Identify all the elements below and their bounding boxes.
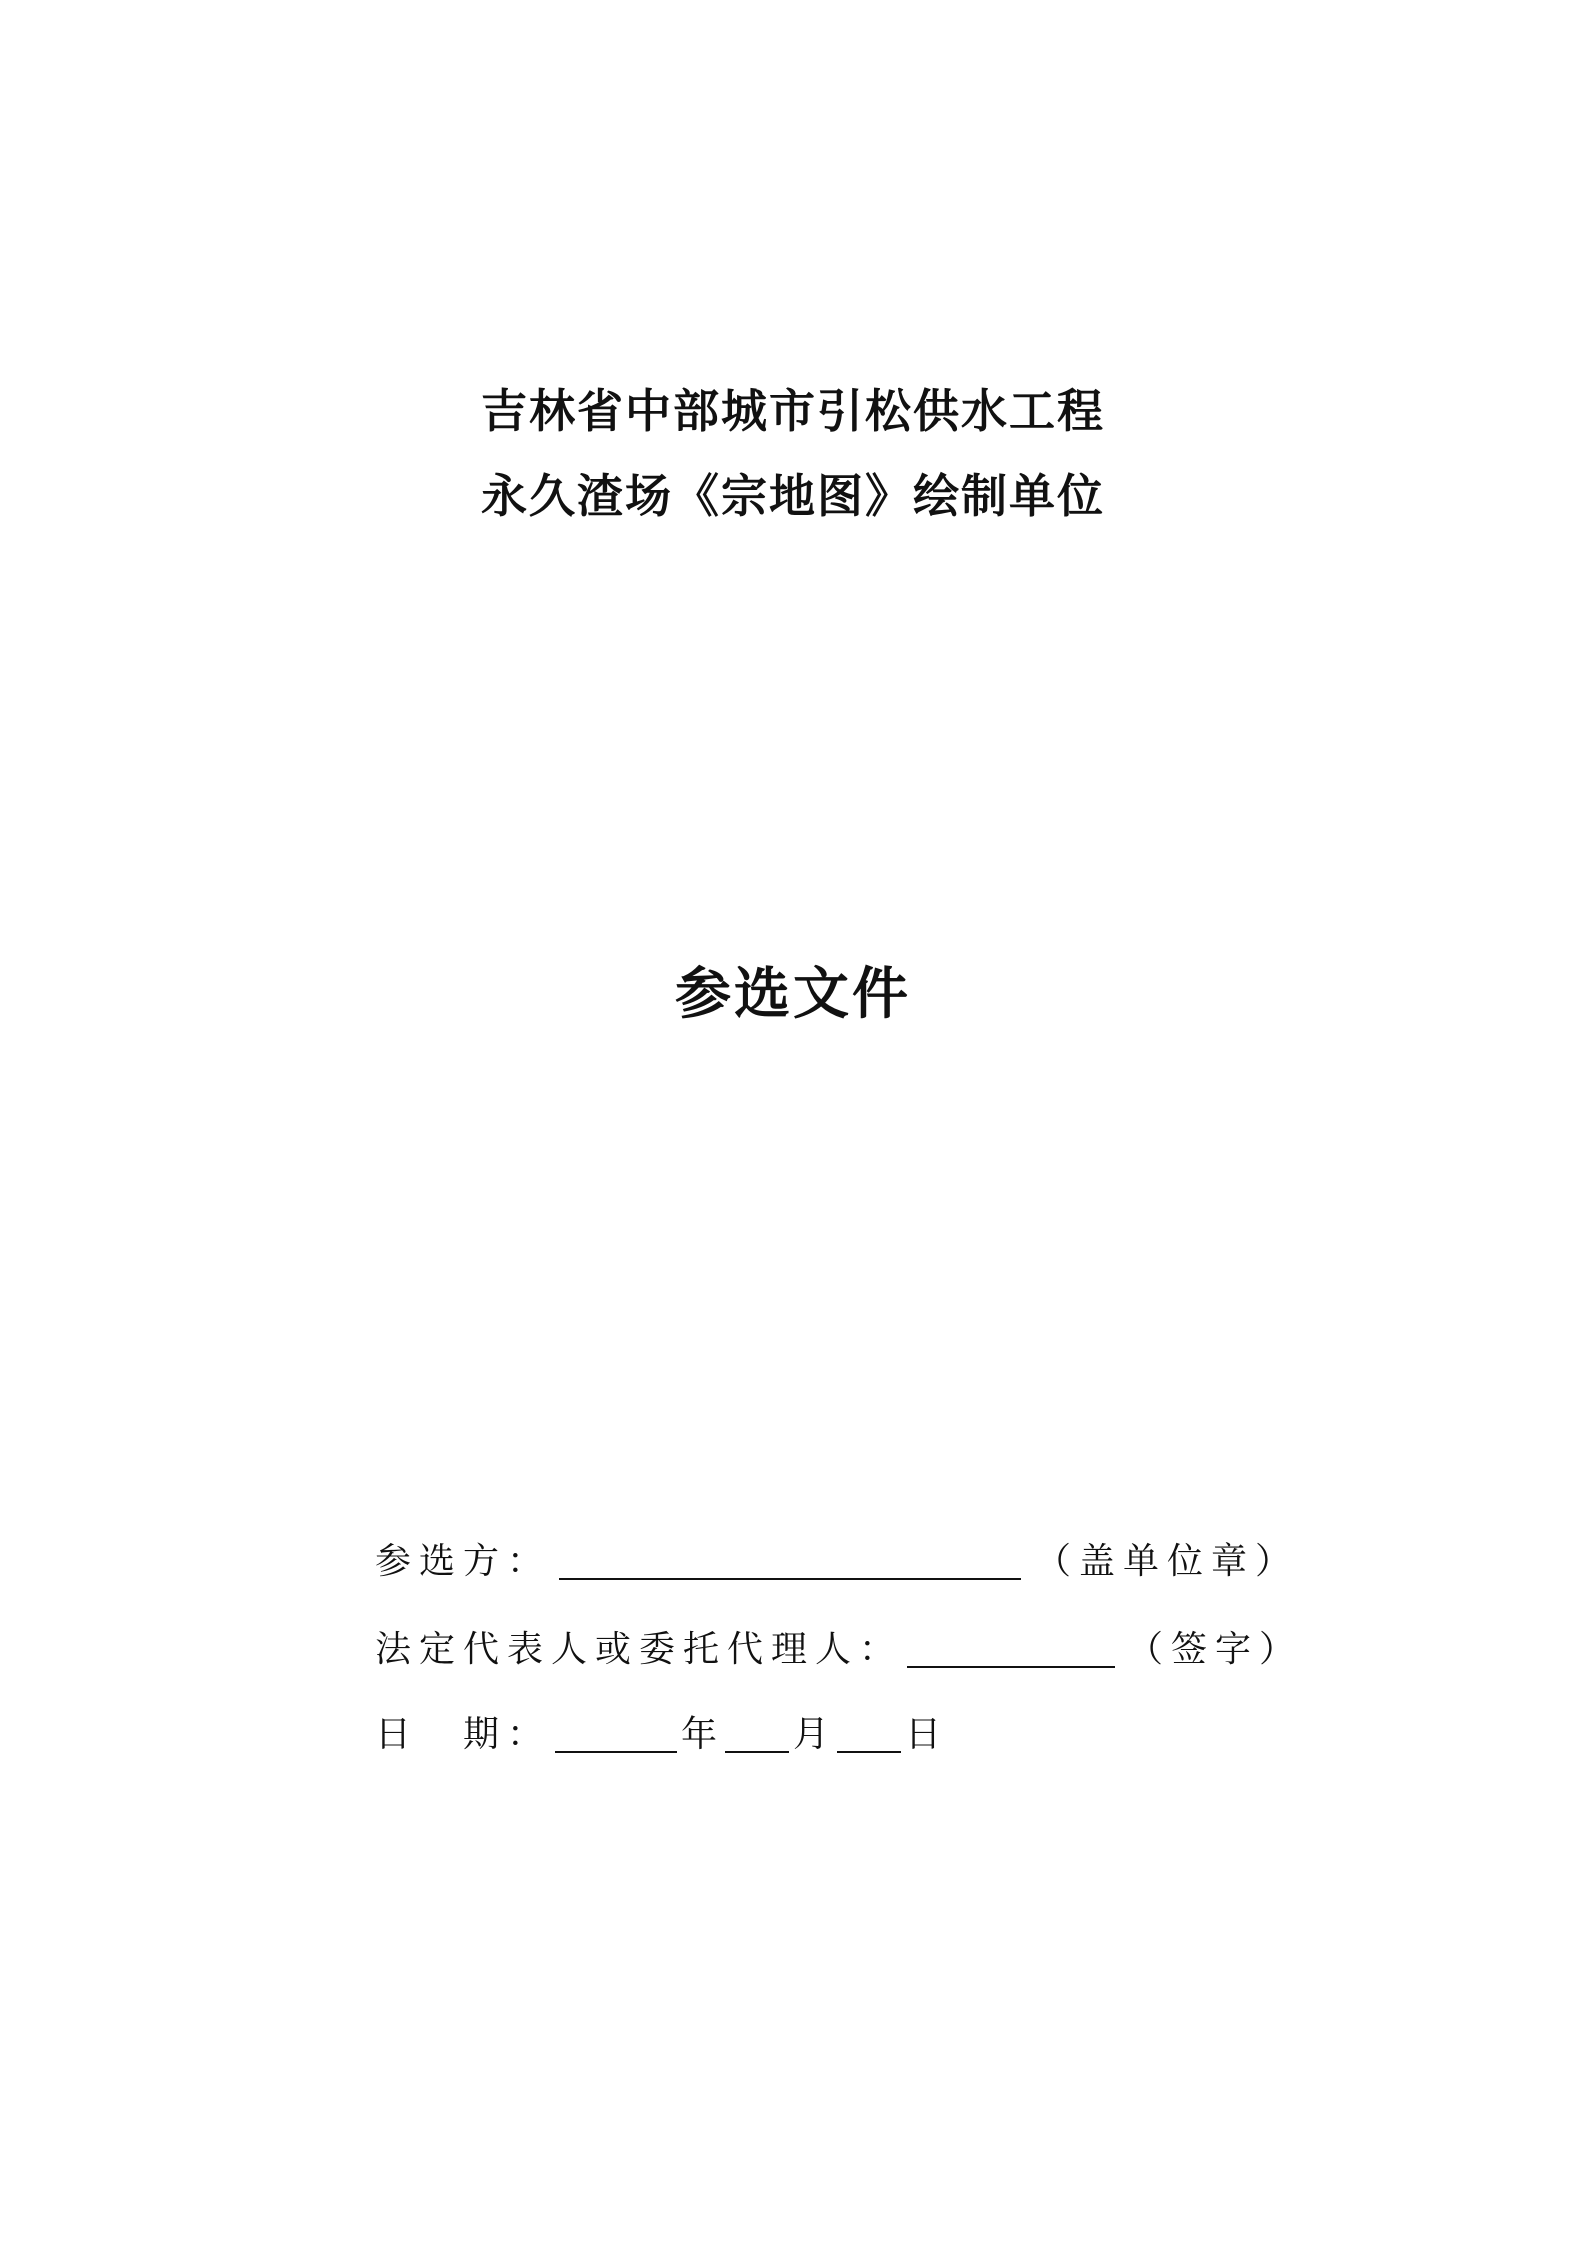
date-label-part-1: 日	[375, 1714, 420, 1755]
representative-label: 法定代表人或委托代理人：	[375, 1629, 904, 1670]
bidder-row	[375, 1530, 1299, 1580]
month-blank	[725, 1715, 789, 1753]
representative-row	[375, 1618, 1303, 1668]
month-unit: 月	[793, 1714, 838, 1755]
signature-note: （签字）	[1127, 1629, 1304, 1670]
bidder-blank	[559, 1542, 1021, 1580]
year-blank	[555, 1715, 677, 1753]
day-unit: 日	[905, 1714, 950, 1755]
project-title-line-2: 永久渣场《宗地图》绘制单位	[481, 469, 1105, 523]
bidder-seal-note: （盖单位章）	[1035, 1541, 1300, 1582]
representative-blank	[907, 1630, 1115, 1668]
year-unit: 年	[681, 1714, 726, 1755]
day-blank	[837, 1715, 901, 1753]
project-title-line-1: 吉林省中部城市引松供水工程	[481, 384, 1105, 438]
bidder-label: 参选方：	[375, 1541, 552, 1582]
date-label-part-2: 期：	[463, 1714, 552, 1755]
document-title: 参选文件	[675, 962, 911, 1027]
date-row	[375, 1703, 949, 1753]
